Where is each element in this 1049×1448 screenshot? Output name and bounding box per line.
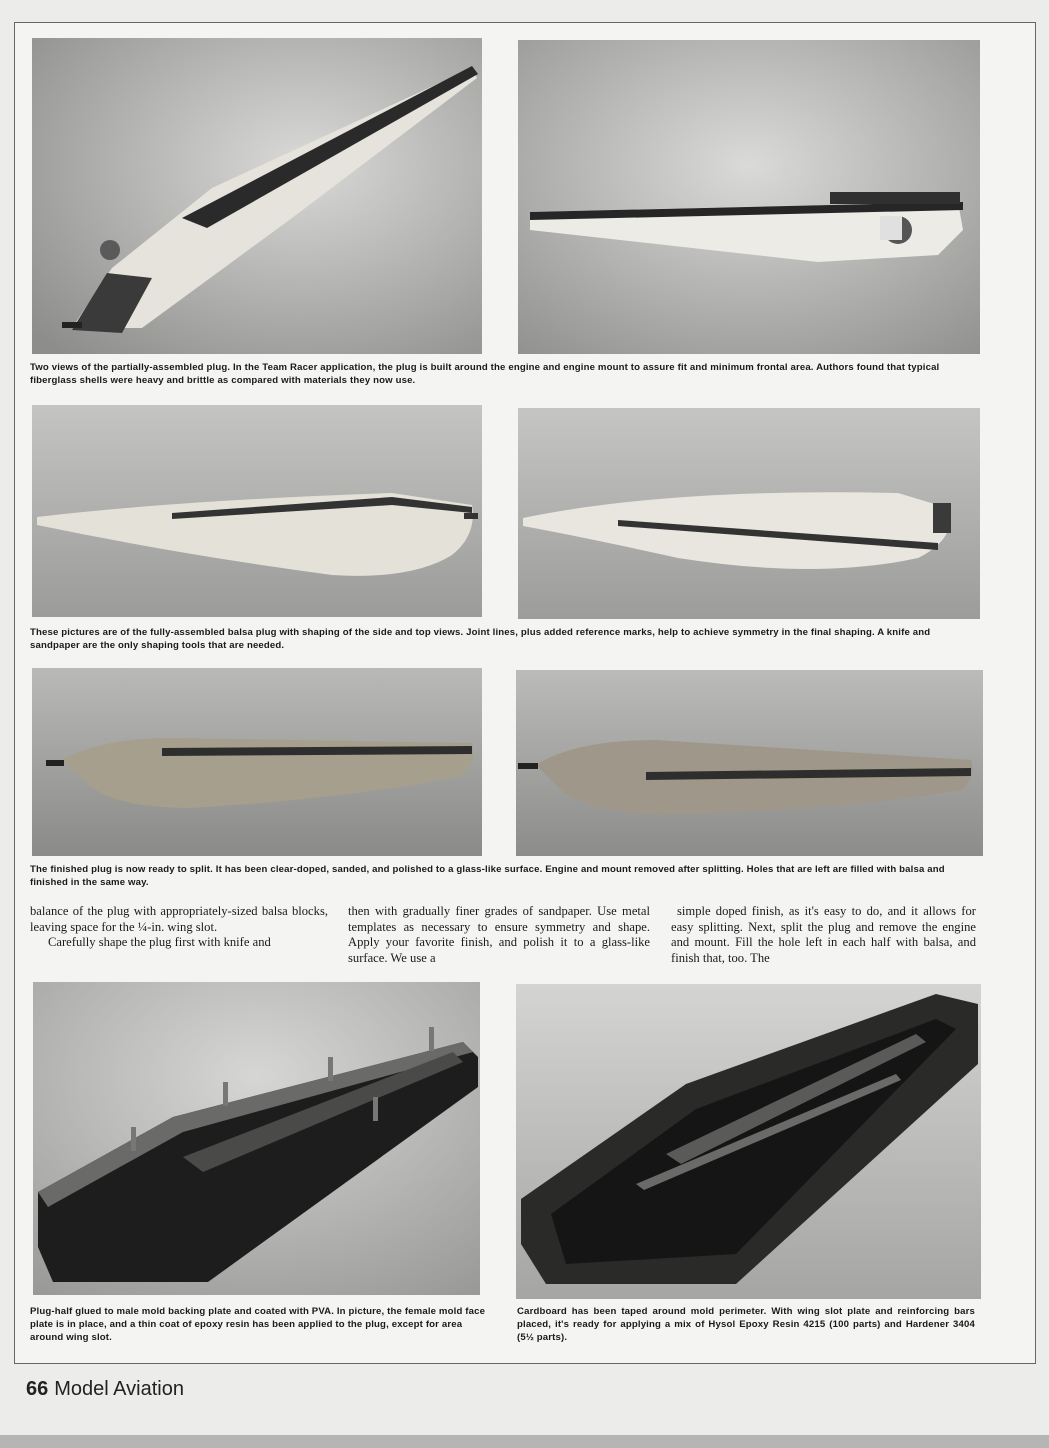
caption-row4-right: Cardboard has been taped around mold perimeter. With wing slot plate and reinforcing bars placed, it's ready for applying a mix of Hysol Epoxy Resin 4215 (100 parts) and Hardener 3404 (5½ parts).	[517, 1306, 975, 1343]
photo-finished-plug-right	[516, 670, 983, 856]
publication-name: Model Aviation	[54, 1378, 184, 1400]
body-col1-paragraph2: Carefully shape the plug first with knife and	[48, 935, 271, 949]
caption-row1: Two views of the partially-assembled plug. In the Team Racer application, the plug is built around the engine and engine mount to assure fit and minimum frontal area. Authors found that typical fiberglass shells were heavy and brittle as compared with materials they now use.	[30, 362, 940, 386]
caption-row4-left: Plug-half glued to male mold backing plate and coated with PVA. In picture, the female mold face plate is in place, and a thin coat of epoxy resin has been applied to the plug, except for area around wing slot.	[30, 1306, 486, 1343]
caption-row2: These pictures are of the fully-assembled balsa plug with shaping of the side and top views. Joint lines, plus added reference marks, help to achieve symmetry in the final shaping. A knife and sandpaper are the only shaping tools that are needed.	[30, 627, 931, 651]
body-column-3: simple doped finish, as it's easy to do, and it allows for easy splitting. Next, split the plug and remove the engine and mount. Fill the hole left in each half with balsa, and finish that, too. The	[671, 904, 976, 965]
body-col1-paragraph1: balance of the plug with appropriately-sized balsa blocks, leaving space for the ¼-in. wing slot.	[30, 904, 328, 934]
photo-mold-backing-plate	[33, 982, 480, 1295]
page-footer	[26, 1378, 184, 1401]
photo-plug-angled	[32, 38, 482, 354]
photo-cardboard-mold	[516, 984, 981, 1299]
caption-row3: The finished plug is now ready to split. It has been clear-doped, sanded, and polished to a glass-like surface. Engine and mount removed after splitting. Holes that are left are filled with balsa and finished in the same way.	[30, 864, 945, 888]
scan-bottom-strip	[0, 1435, 1049, 1448]
photo-balsa-plug-side	[32, 405, 482, 617]
body-column-1	[30, 904, 328, 951]
photo-balsa-plug-top	[518, 408, 980, 619]
page-number: 66	[26, 1378, 49, 1400]
photo-plug-side	[518, 40, 980, 354]
photo-finished-plug-left	[32, 668, 482, 856]
body-column-2: then with gradually finer grades of sandpaper. Use metal templates as necessary to ensure symmetry and shape. Apply your favorite finish, and polish it to a glass-like surface. We use a	[348, 904, 650, 965]
